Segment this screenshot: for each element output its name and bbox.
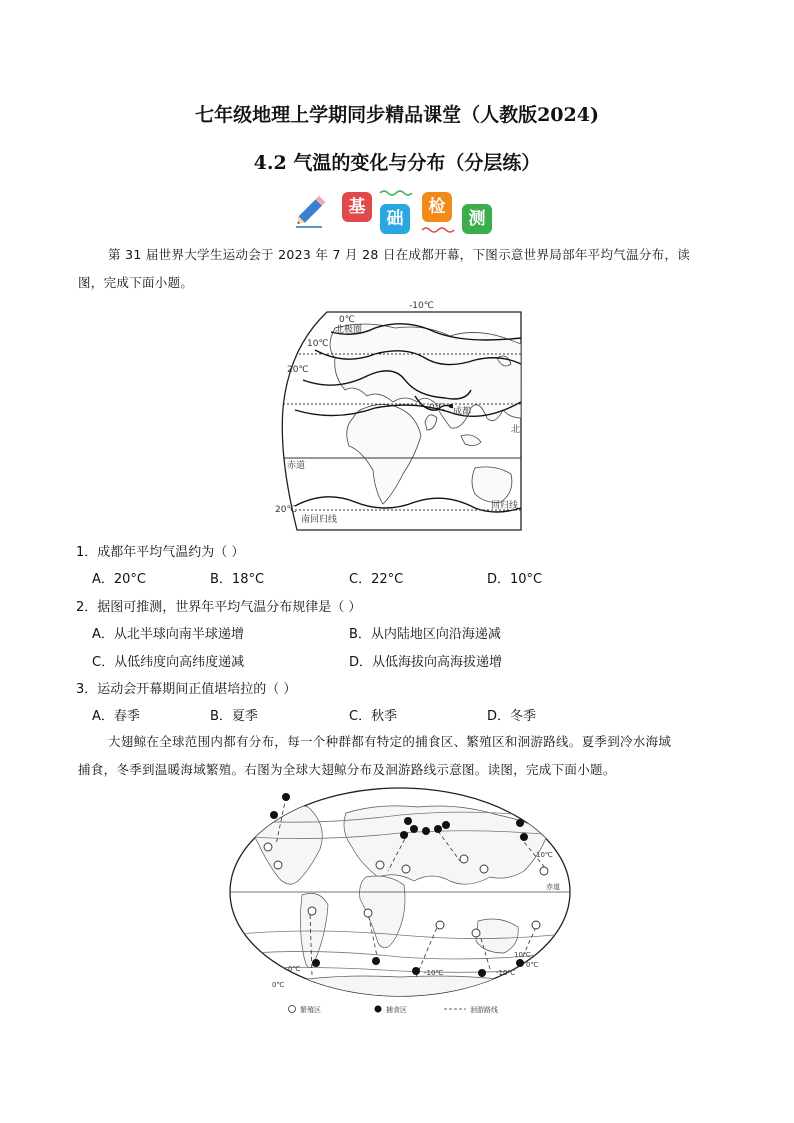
q3-option-d[interactable]: D．冬季	[487, 709, 537, 724]
label-0-plateau: 0℃	[429, 403, 445, 413]
q2-option-c[interactable]: C．从低纬度向高纬度递减	[92, 655, 245, 670]
legend-feeding: 捕食区	[386, 1006, 407, 1014]
passage-2	[78, 728, 718, 784]
passage-1-line-1: 第 31 届世界大学生运动会于 2023 年 7 月 28 日在成都开幕，下图示意世界局部年平均气温分布，读	[108, 247, 691, 262]
q1-option-d[interactable]: D．10°C	[487, 572, 543, 587]
label-equator: 赤道	[287, 461, 306, 471]
legend-route: 洄游路线	[470, 1006, 498, 1014]
question-2-stem: 2．据图可推测，世界年平均气温分布规律是（ ）	[76, 600, 362, 615]
label-0-b: 0℃	[272, 981, 285, 989]
q1-option-a[interactable]: A．20°C	[92, 572, 147, 587]
label-chengdu: 成都	[453, 407, 472, 417]
q3-option-c[interactable]: C．秋季	[349, 709, 398, 724]
q3-option-a[interactable]: A．春季	[92, 709, 140, 724]
q2-option-b[interactable]: B．从内陆地区向沿海递减	[349, 627, 501, 642]
q1-option-b[interactable]: B．18°C	[210, 572, 265, 587]
label-20: 20℃	[287, 365, 309, 375]
badge-jian: 检	[422, 192, 452, 222]
badge-ji: 基	[342, 192, 372, 222]
label-neg10: -10℃	[409, 301, 434, 311]
label-tropic-east: 回归线	[491, 501, 519, 511]
question-1-stem: 1．成都年平均气温约为（ ）	[76, 545, 245, 560]
label-north: 北	[511, 425, 521, 435]
map-legend	[289, 1005, 499, 1014]
question-2	[76, 596, 361, 615]
label-0: 0℃	[339, 315, 355, 325]
label-0-c: 0℃	[526, 961, 539, 969]
question-3	[76, 678, 296, 697]
humpback-whale-map	[228, 785, 572, 1015]
pencil-icon	[292, 190, 332, 230]
q1-option-c[interactable]: C．22°C	[349, 572, 404, 587]
label-20-south: 20℃	[275, 505, 297, 515]
australia-outline	[472, 467, 512, 502]
passage-1-line-2: 图，完成下面小题。	[78, 275, 194, 290]
passage-2-line-1: 大翅鲸在全球范围内都有分布，每一个种群都有特定的捕食区、繁殖区和洄游路线。夏季到冷水海域	[108, 734, 672, 749]
label-10-a: 10℃	[536, 851, 553, 859]
badge-chu: 础	[380, 204, 410, 234]
badge-ce: 测	[462, 204, 492, 234]
label-10: 10℃	[307, 339, 329, 349]
world-temperature-map	[275, 298, 525, 536]
document-title: 七年级地理上学期同步精品课堂（人教版2024)	[195, 104, 599, 126]
section-badges	[292, 188, 502, 240]
wave-decoration	[420, 226, 456, 234]
label-0-a: 0℃	[288, 965, 301, 973]
label-equator: 赤道	[546, 883, 560, 891]
label-neg10-a: -10℃	[424, 969, 444, 977]
label-arctic-circle: 北极圈	[335, 325, 363, 335]
q2-option-d[interactable]: D．从低海拔向高海拔递增	[349, 655, 503, 670]
q2-option-a[interactable]: A．从北半球向南半球递增	[92, 627, 244, 642]
question-1	[76, 541, 244, 560]
legend-breeding: 繁殖区	[300, 1006, 321, 1014]
label-10-b: 10℃	[514, 951, 531, 959]
label-neg10-b: -10℃	[496, 969, 516, 977]
document-subtitle: 4.2 气温的变化与分布（分层练）	[253, 152, 541, 174]
question-3-stem: 3．运动会开幕期间正值堪培拉的（ ）	[76, 682, 297, 697]
label-tropic-capricorn: 南回归线	[301, 515, 338, 525]
passage-1	[78, 241, 718, 297]
wave-decoration	[378, 188, 414, 196]
q3-option-b[interactable]: B．夏季	[210, 709, 258, 724]
passage-2-line-2: 捕食，冬季到温暖海域繁殖。右图为全球大翅鲸分布及洄游路线示意图。读图，完成下面小题。	[78, 762, 616, 777]
